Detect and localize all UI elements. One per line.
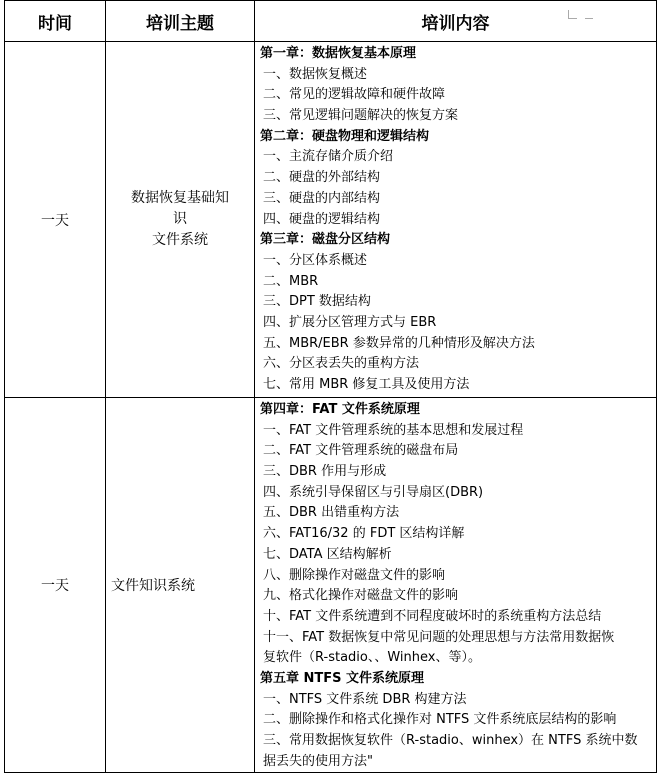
content-line: 十一、FAT 数据恢复中常见问题的处理思想与方法常用数据恢	[263, 629, 615, 645]
content-line: 一、分区体系概述	[263, 252, 368, 268]
content-line: 五、MBR/EBR 参数异常的几种情形及解决方法	[263, 335, 535, 351]
time-cell: 一天	[5, 42, 106, 398]
content-line: 四、硬盘的逻辑结构	[263, 211, 381, 227]
content-line: 一、主流存储介质介绍	[263, 149, 394, 165]
content-line: 七、常用 MBR 修复工具及使用方法	[263, 377, 470, 392]
content-line: 二、删除操作和格式化操作对 NTFS 文件系统底层结构的影响	[263, 712, 617, 728]
table-row	[5, 398, 657, 773]
content-line: 二、常见的逻辑故障和硬件故障	[263, 87, 446, 103]
content-line: 据丢失的使用方法"	[263, 753, 373, 769]
content-line: 六、分区表丢失的重构方法	[263, 356, 420, 372]
chapter-heading: 第四章：FAT 文件系统原理	[260, 402, 420, 417]
topic-line: 文件系统	[152, 232, 208, 248]
header-topic: 培训主题	[106, 1, 255, 42]
content-line: 三、常见逻辑问题解决的恢复方案	[263, 108, 459, 124]
content-line: 一、数据恢复概述	[263, 66, 368, 82]
content-line: 一、FAT 文件管理系统的基本思想和发展过程	[263, 422, 524, 438]
chapter-heading: 第五章 NTFS 文件系统原理	[260, 670, 425, 686]
table-header-row	[5, 1, 657, 42]
content-line: 九、格式化操作对磁盘文件的影响	[263, 588, 459, 604]
time-cell: 一天	[5, 398, 106, 773]
chapter-heading: 第三章：磁盘分区结构	[260, 232, 391, 248]
content-line: 二、FAT 文件管理系统的磁盘布局	[263, 443, 459, 459]
header-content: 培训内容	[255, 1, 657, 42]
content-line: 二、硬盘的外部结构	[263, 170, 381, 186]
chapter-heading: 第二章：硬盘物理和逻辑结构	[260, 128, 430, 144]
content-line: 四、扩展分区管理方式与 EBR	[263, 314, 437, 330]
content-cell	[255, 42, 657, 398]
content-line: 二、MBR	[263, 273, 319, 289]
content-cell	[255, 398, 657, 773]
content-line: 三、DPT 数据结构	[263, 294, 371, 310]
content-line: 三、DBR 作用与形成	[263, 464, 387, 480]
content-line: 八、删除操作对磁盘文件的影响	[263, 567, 446, 583]
content-line: 五、DBR 出错重构方法	[263, 505, 400, 521]
content-line: 十、FAT 文件系统遭到不同程度破坏时的系统重构方法总结	[263, 608, 602, 624]
table-row	[5, 42, 657, 398]
topic-line: 数据恢复基础知	[131, 190, 229, 206]
topic-line: 文件知识系统	[111, 578, 195, 595]
content-line: 三、常用数据恢复软件（R-stadio、winhex）在 NTFS 系统中数	[263, 733, 638, 748]
content-line: 六、FAT16/32 的 FDT 区结构详解	[263, 526, 465, 542]
content-line: 七、DATA 区结构解析	[263, 546, 392, 562]
content-line: 一、NTFS 文件系统 DBR 构建方法	[263, 691, 467, 707]
topic-cell	[106, 398, 255, 773]
header-time: 时间	[5, 1, 106, 42]
chapter-heading: 第一章：数据恢复基本原理	[260, 46, 417, 61]
content-line: 三、硬盘的内部结构	[263, 190, 381, 206]
content-line: 复软件（R-stadio、、Winhex、等）。	[263, 650, 481, 666]
training-schedule-table	[4, 0, 657, 773]
topic-cell	[106, 42, 255, 398]
content-line: 四、系统引导保留区与引导扇区(DBR)	[263, 484, 484, 500]
topic-line: 识	[173, 211, 187, 227]
